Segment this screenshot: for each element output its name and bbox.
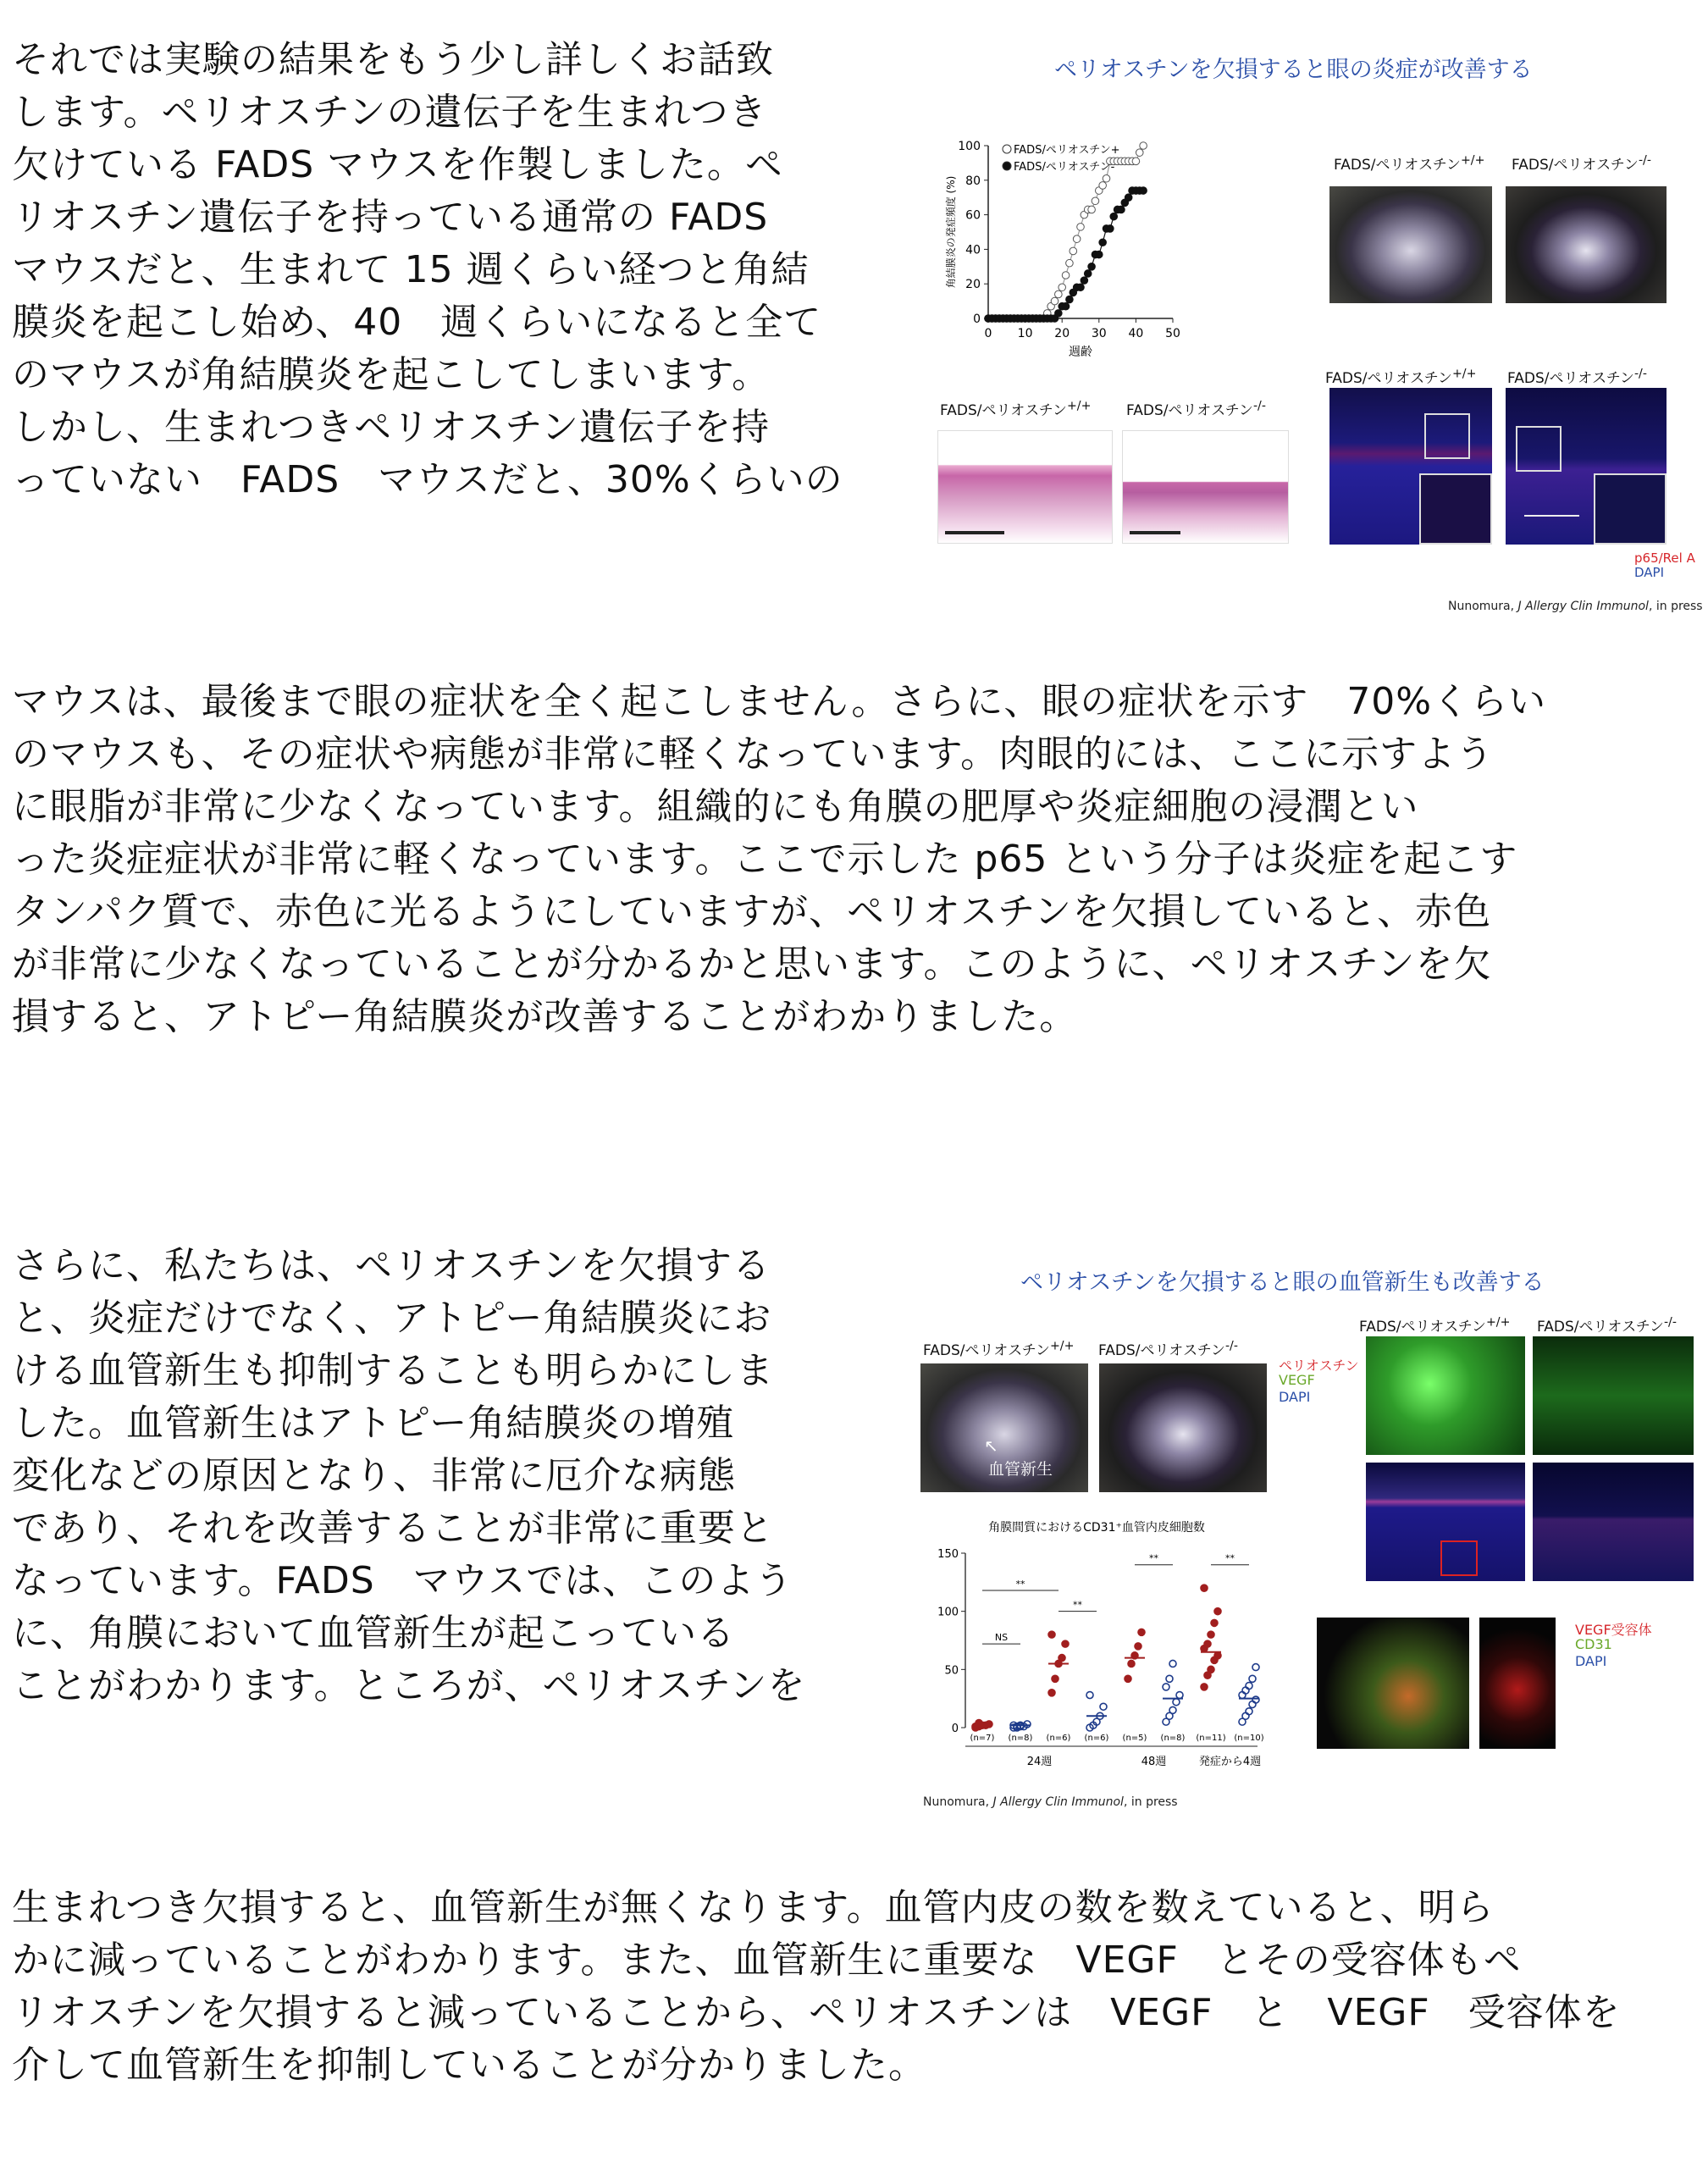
p1-line: のマウスが角結膜炎を起こしてしまいます。 xyxy=(12,353,771,396)
ko-sup: -/- xyxy=(1663,1315,1677,1330)
data-point xyxy=(1048,1631,1055,1638)
data-point xyxy=(1107,225,1114,233)
data-point xyxy=(1128,1660,1135,1667)
fig2-zoom-red xyxy=(1479,1618,1556,1749)
wt-sup: +/+ xyxy=(1066,399,1092,413)
fig2-stain2-dapi: DAPI xyxy=(1575,1653,1607,1669)
fig1-fluo-wt-label xyxy=(1325,366,1476,387)
figure-1 xyxy=(919,34,1703,627)
n-label: (n=7) xyxy=(970,1734,995,1743)
scale-bar xyxy=(945,531,1004,534)
data-point xyxy=(1084,270,1092,278)
p1-line: 欠けている FADS マウスを作製しました。ペ xyxy=(12,143,783,186)
scale-bar xyxy=(1524,515,1579,517)
data-point xyxy=(1176,1692,1183,1699)
significance-label: ** xyxy=(1015,1578,1025,1590)
fig2-stain1-periostin: ペリオスチン xyxy=(1279,1358,1359,1374)
fig2-stain1-dapi: DAPI xyxy=(1279,1389,1311,1405)
legend-marker xyxy=(1003,162,1011,170)
data-point xyxy=(1055,290,1063,298)
citation-tail: , in press xyxy=(1648,600,1703,613)
n-label: (n=5) xyxy=(1122,1734,1147,1743)
significance-label: ** xyxy=(1225,1552,1235,1564)
data-point xyxy=(1092,197,1099,205)
p2-line: なっています。FADS マウスでは、このよう xyxy=(12,1559,793,1602)
data-point xyxy=(1073,235,1081,243)
fig2-eye-photo-ko xyxy=(1099,1363,1267,1492)
ko-label-text: FADS/ペリオスチン xyxy=(1537,1319,1664,1336)
p1-full-line: が非常に少なくなっていることが分かるかと思います。このように、ペリオスチンを欠 xyxy=(12,943,1492,986)
zoom-box xyxy=(1516,426,1562,472)
p1-line: っていない FADS マウスだと、30%くらいの xyxy=(12,458,843,501)
fig1-fluo-ko xyxy=(1506,388,1667,545)
data-point xyxy=(1099,182,1107,190)
wt-label-text: FADS/ペリオスチン xyxy=(1359,1319,1486,1336)
timepoint-label: 発症から4週 xyxy=(1198,1756,1262,1768)
n-label: (n=11) xyxy=(1196,1734,1226,1743)
y-tick-label: 60 xyxy=(965,208,981,223)
data-point xyxy=(1048,1690,1055,1696)
scale-bar xyxy=(1130,531,1180,534)
n-label: (n=8) xyxy=(1160,1734,1186,1743)
cd31-scatter-chart xyxy=(919,1514,1274,1794)
wt-sup: +/+ xyxy=(1049,1339,1075,1353)
ko-label-text: FADS/ペリオスチン xyxy=(1126,402,1253,419)
fig1-histology-ko xyxy=(1122,430,1289,544)
x-tick-label: 10 xyxy=(1017,327,1033,340)
ko-sup: -/- xyxy=(1224,1339,1238,1353)
data-point xyxy=(1211,1619,1218,1626)
data-point xyxy=(1052,1675,1059,1682)
p2-full-line: 介して血管新生を抑制していることが分かりました。 xyxy=(12,2044,926,2087)
ko-sup: -/- xyxy=(1633,367,1647,381)
x-tick-label: 30 xyxy=(1091,327,1107,340)
data-point xyxy=(1100,1703,1107,1710)
data-point xyxy=(1099,239,1107,246)
p1-line: リオスチン遺伝子を持っている通常の FADS xyxy=(12,196,769,239)
ko-sup: -/- xyxy=(1638,153,1651,168)
figure-2-title: ペリオスチンを欠損すると眼の血管新生も改善する xyxy=(1020,1269,1545,1296)
data-point xyxy=(1242,1687,1249,1694)
y-tick-label: 150 xyxy=(937,1548,959,1561)
figure-2 xyxy=(919,1245,1698,1829)
p1-line: します。ペリオスチンの遺伝子を生まれつき xyxy=(12,91,767,134)
wt-label-text: FADS/ペリオスチン xyxy=(923,1342,1050,1359)
data-point xyxy=(1201,1585,1208,1591)
significance-label: ** xyxy=(1149,1552,1158,1564)
data-point xyxy=(1081,277,1088,285)
y-axis-label: 角結膜炎の発症頻度 (%) xyxy=(945,175,957,289)
ko-label-text: FADS/ペリオスチン xyxy=(1507,370,1634,387)
data-point xyxy=(1208,1666,1214,1673)
p1-full-line: のマウスも、その症状や病態が非常に軽くなっています。肉眼的には、ここに示すよう xyxy=(12,733,1495,776)
data-point xyxy=(1088,206,1096,213)
data-point xyxy=(1062,1640,1069,1647)
n-label: (n=10) xyxy=(1234,1734,1264,1743)
data-point xyxy=(1246,1683,1252,1690)
y-tick-label: 0 xyxy=(951,1723,959,1735)
x-tick-label: 20 xyxy=(1054,327,1070,340)
fig1-stain-p65: p65/Rel A xyxy=(1634,550,1695,566)
data-point xyxy=(1136,149,1143,157)
y-tick-label: 80 xyxy=(965,174,981,188)
timepoint-label: 24週 xyxy=(1026,1756,1053,1768)
data-point xyxy=(1077,284,1085,291)
p1-full-line: った炎症症状が非常に軽くなっています。ここで示した p65 という分子は炎症を起こす xyxy=(12,838,1518,881)
data-point xyxy=(1169,1660,1176,1667)
data-point xyxy=(1252,1696,1259,1703)
data-point xyxy=(1066,259,1074,267)
data-point xyxy=(1062,302,1070,310)
data-point xyxy=(1140,187,1147,195)
p2-line: と、炎症だけでなく、アトピー角結膜炎にお xyxy=(12,1297,772,1340)
zoom-box xyxy=(1424,413,1470,459)
fig1-fluo-ko-label xyxy=(1507,366,1647,387)
paragraph-1-full xyxy=(12,676,1546,1043)
data-point xyxy=(1208,1631,1214,1638)
timepoint-label: 48週 xyxy=(1141,1756,1167,1768)
data-point xyxy=(1249,1701,1256,1708)
legend-label: FADS/ペリオスチン- xyxy=(1014,161,1115,174)
data-point xyxy=(1096,251,1103,258)
data-point xyxy=(1059,284,1066,291)
significance-label: NS xyxy=(994,1632,1009,1644)
fig1-fluo-wt xyxy=(1329,388,1492,545)
fig2-fluo-ko-label xyxy=(1537,1314,1677,1336)
data-point xyxy=(1062,272,1070,279)
data-point xyxy=(1110,213,1118,220)
fig1-eye-wt-label xyxy=(1334,152,1484,174)
ko-sup: -/- xyxy=(1252,399,1266,413)
x-tick-label: 0 xyxy=(984,327,992,340)
fig1-eye-ko-label xyxy=(1512,152,1651,174)
wt-label-text: FADS/ペリオスチン xyxy=(940,402,1067,419)
p1-full-line: タンパク質で、赤色に光るようにしていますが、ペリオスチンを欠損していると、赤色 xyxy=(12,890,1492,933)
data-point xyxy=(1059,1655,1065,1662)
p1-full-line: 損すると、アトピー角結膜炎が改善することがわかりました。 xyxy=(12,995,1078,1038)
p1-line: しかし、生まれつきペリオスチン遺伝子を持 xyxy=(12,406,771,449)
figure-1-title: ペリオスチンを欠損すると眼の炎症が改善する xyxy=(1054,57,1533,83)
data-point xyxy=(1239,1692,1246,1699)
significance-label: ** xyxy=(1073,1599,1082,1611)
p1-full-line: に眼脂が非常に少なくなっています。組織的にも角膜の肥厚や炎症細胞の浸潤とい xyxy=(12,785,1419,828)
chart-title: 角膜間質におけるCD31⁺血管内皮細胞数 xyxy=(988,1521,1205,1535)
y-tick-label: 100 xyxy=(937,1606,959,1619)
p2-line: に、角膜において血管新生が起こっている xyxy=(12,1612,736,1655)
x-tick-label: 50 xyxy=(1165,327,1180,340)
fig2-eye-ko-label xyxy=(1098,1338,1238,1359)
p2-line: した。血管新生はアトピー角結膜炎の増殖 xyxy=(12,1402,735,1445)
fig2-stain2-cd31: CD31 xyxy=(1575,1636,1612,1652)
ko-label-text: FADS/ペリオスチン xyxy=(1098,1342,1225,1359)
data-point xyxy=(1077,224,1085,231)
data-point xyxy=(1051,297,1059,305)
data-point xyxy=(1103,174,1110,182)
fig1-eye-photo-wt xyxy=(1329,186,1492,303)
data-point xyxy=(1086,1692,1093,1699)
fig2-zoom-merge xyxy=(1317,1618,1469,1749)
data-point xyxy=(1252,1664,1259,1671)
data-point xyxy=(1201,1684,1208,1690)
data-point xyxy=(1125,194,1132,202)
data-point xyxy=(1135,1643,1141,1650)
fig2-eye-photo-wt xyxy=(920,1363,1088,1492)
fig2-eye-wt-label xyxy=(923,1338,1074,1359)
inset xyxy=(1419,473,1492,545)
data-point xyxy=(1242,1712,1249,1719)
p1-line: マウスだと、生まれて 15 週くらい経つと角結 xyxy=(12,248,810,291)
y-tick-label: 0 xyxy=(973,312,981,326)
zoom-box xyxy=(1440,1540,1478,1576)
inset xyxy=(1594,473,1667,545)
data-point xyxy=(1118,206,1125,213)
citation-author: Nunomura, xyxy=(1448,600,1518,613)
fig1-eye-photo-ko xyxy=(1506,186,1667,303)
data-point xyxy=(1173,1699,1180,1706)
data-point xyxy=(1088,263,1096,271)
fig2-stain1-vegf: VEGF xyxy=(1279,1372,1315,1388)
wt-sup: +/+ xyxy=(1451,367,1477,381)
citation-journal: J Allergy Clin Immunol xyxy=(992,1795,1124,1809)
data-point xyxy=(986,1721,992,1728)
wt-sup: +/+ xyxy=(1460,153,1485,168)
data-point xyxy=(1125,1675,1131,1682)
y-tick-label: 50 xyxy=(944,1664,959,1678)
citation-tail: , in press xyxy=(1123,1795,1178,1809)
data-point xyxy=(1070,247,1077,255)
legend-label: FADS/ペリオスチン+ xyxy=(1014,144,1120,157)
fig2-citation xyxy=(923,1795,1178,1809)
data-point xyxy=(1214,1652,1221,1659)
data-point xyxy=(1163,1684,1169,1690)
data-point xyxy=(1246,1708,1252,1715)
wt-label-text: FADS/ペリオスチン xyxy=(1325,370,1452,387)
legend-marker xyxy=(1003,145,1011,153)
wt-sup: +/+ xyxy=(1485,1315,1511,1330)
paragraph-2-full xyxy=(12,1882,1621,2092)
fig2-blue-wt xyxy=(1366,1463,1525,1581)
data-point xyxy=(1066,296,1074,303)
y-tick-label: 20 xyxy=(965,278,981,292)
fig2-fluo-wt-label xyxy=(1359,1314,1510,1336)
p2-full-line: 生まれつき欠損すると、血管新生が無くなります。血管内皮の数を数えていると、明ら xyxy=(12,1886,1495,1929)
data-point xyxy=(1138,1629,1145,1635)
data-point xyxy=(1214,1608,1221,1615)
p2-full-line: かに減っていることがわかります。また、血管新生に重要な VEGF とその受容体もペ xyxy=(12,1938,1522,1982)
y-tick-label: 40 xyxy=(965,243,981,257)
citation-author: Nunomura, xyxy=(923,1795,993,1809)
p2-line: さらに、私たちは、ペリオスチンを欠損する xyxy=(12,1244,771,1287)
x-axis-label: 週齢 xyxy=(1069,346,1092,359)
data-point xyxy=(1166,1675,1173,1682)
incidence-line-chart xyxy=(919,127,1274,406)
data-point xyxy=(1140,142,1147,150)
n-label: (n=6) xyxy=(1046,1734,1071,1743)
ko-label-text: FADS/ペリオスチン xyxy=(1512,157,1639,174)
p1-line: 膜炎を起こし始め、40 週くらいになると全て xyxy=(12,301,822,344)
fig2-green-wt xyxy=(1366,1336,1525,1455)
n-label: (n=6) xyxy=(1084,1734,1109,1743)
fig1-stain-dapi: DAPI xyxy=(1634,565,1665,580)
p2-line: ける血管新生も抑制することも明らかにしま xyxy=(12,1349,774,1392)
data-point xyxy=(1132,158,1140,165)
fig1-citation xyxy=(1448,600,1703,613)
p2-line: であり、それを改善することが非常に重要と xyxy=(12,1507,774,1550)
x-tick-label: 40 xyxy=(1128,327,1144,340)
fig2-blue-ko xyxy=(1533,1463,1694,1581)
fig1-histo-ko-label xyxy=(1126,398,1266,419)
paragraph-1-narrow xyxy=(12,34,843,506)
angiogenesis-label: 血管新生 xyxy=(988,1460,1053,1479)
p2-line: ことがわかります。ところが、ペリオスチンを xyxy=(12,1664,806,1707)
arrow-icon: ↖ xyxy=(984,1435,998,1456)
n-label: (n=8) xyxy=(1008,1734,1033,1743)
p2-line: 変化などの原因となり、非常に厄介な病態 xyxy=(12,1454,736,1497)
wt-label-text: FADS/ペリオスチン xyxy=(1334,157,1461,174)
data-point xyxy=(1249,1675,1256,1682)
fig1-histo-wt-label xyxy=(940,398,1091,419)
data-point xyxy=(1055,310,1063,318)
y-tick-label: 100 xyxy=(958,140,981,153)
paragraph-2-narrow xyxy=(12,1240,806,1712)
p1-line: それでは実験の結果をもう少し詳しくお話致 xyxy=(12,38,774,81)
fig2-green-ko xyxy=(1533,1336,1694,1455)
citation-journal: J Allergy Clin Immunol xyxy=(1517,600,1649,613)
fig1-histology-wt xyxy=(937,430,1113,544)
data-point xyxy=(1204,1640,1211,1647)
fig2-stain2-vegfr: VEGF受容体 xyxy=(1575,1622,1652,1638)
p2-full-line: リオスチンを欠損すると減っていることから、ペリオスチンは VEGF と VEGF 受容体を xyxy=(12,1991,1621,2034)
p1-full-line: マウスは、最後まで眼の症状を全く起こしません。さらに、眼の症状を示す 70%くらい xyxy=(12,680,1547,723)
data-point xyxy=(1169,1706,1176,1713)
